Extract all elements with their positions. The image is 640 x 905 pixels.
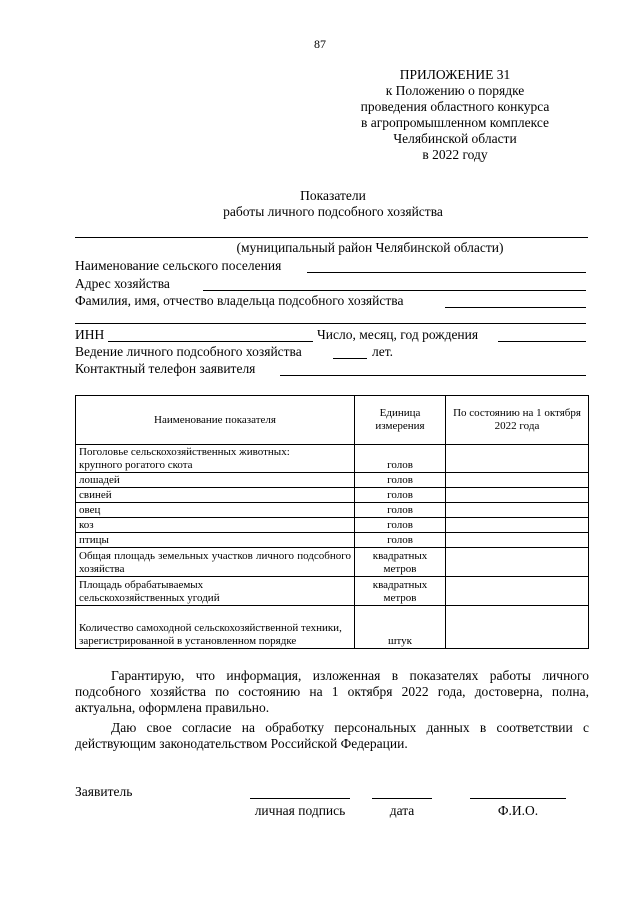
signature-caption: личная подпись: [254, 803, 346, 818]
row-name: лошадей: [76, 473, 355, 488]
row-name-text: Площадь обрабатываемых сельскохозяйственных угодий: [79, 579, 220, 604]
inn-label: ИНН: [75, 327, 105, 342]
table-row: [76, 503, 589, 518]
phone-label: Контактный телефон заявителя: [75, 361, 256, 376]
row-unit: штук: [355, 606, 446, 649]
duration-suffix: лет.: [372, 344, 393, 359]
guarantee-paragraph: Гарантирую, что информация, изложенная в показателях работы личного подсобного хозяйства по состоянию на 1 октября 2022 года, достоверна, полна, актуальна, оформлена правильно.: [75, 668, 589, 715]
row-name: Общая площадь земельных участков личного подсобного хозяйства: [76, 548, 355, 577]
table-row: [76, 518, 589, 533]
district-caption: (муниципальный район Челябинской области): [236, 240, 504, 255]
page-number: 87: [314, 37, 326, 51]
row-unit: голов: [355, 533, 446, 548]
row-unit: квадратных метров: [355, 577, 446, 606]
inn-field[interactable]: [108, 341, 313, 342]
row-unit: голов: [355, 445, 446, 473]
row-name: Количество самоходной сельскохозяйственной техники, зарегистрированной в установленном порядке: [76, 606, 355, 649]
name-line[interactable]: [470, 798, 566, 799]
address-label: Адрес хозяйства: [75, 276, 170, 291]
row-value-input[interactable]: [446, 548, 589, 577]
applicant-label: Заявитель: [75, 784, 133, 799]
duration-label: Ведение личного подсобного хозяйства: [75, 344, 302, 359]
owner-field[interactable]: [445, 307, 586, 308]
row-name: овец: [76, 503, 355, 518]
heading-line-1: Показатели: [300, 188, 366, 203]
indicators-table: [75, 395, 589, 649]
row-unit: квадратных метров: [355, 548, 446, 577]
row-name: птицы: [76, 533, 355, 548]
table-row: [76, 473, 589, 488]
row-name: [76, 577, 355, 606]
row-unit: голов: [355, 473, 446, 488]
date-caption: дата: [389, 803, 415, 818]
district-field[interactable]: [75, 237, 588, 238]
duration-field[interactable]: [333, 358, 367, 359]
owner-label: Фамилия, имя, отчество владельца подсобного хозяйства: [75, 293, 404, 308]
row-unit: голов: [355, 488, 446, 503]
row-value-input[interactable]: [446, 488, 589, 503]
settlement-field[interactable]: [307, 272, 586, 273]
row-subtitle: крупного рогатого скота: [79, 459, 193, 471]
row-name: [76, 445, 355, 473]
appendix-line: Челябинской области: [393, 131, 517, 146]
row-unit: голов: [355, 503, 446, 518]
table-row: [76, 488, 589, 503]
header-indicator: Наименование показателя: [76, 396, 355, 445]
signature-line[interactable]: [250, 798, 350, 799]
phone-field[interactable]: [280, 375, 586, 376]
appendix-line: в агропромышленном комплексе: [360, 115, 550, 130]
owner-field-continued[interactable]: [75, 323, 586, 324]
name-caption: Ф.И.О.: [497, 803, 539, 818]
table-row: [76, 445, 589, 473]
row-value-input[interactable]: [446, 503, 589, 518]
row-unit: голов: [355, 518, 446, 533]
appendix-block: [345, 67, 565, 163]
birth-label: Число, месяц, год рождения: [317, 327, 479, 342]
header-date: По состоянию на 1 октября 2022 года: [446, 396, 589, 445]
table-row: [76, 577, 589, 606]
row-value-input[interactable]: [446, 577, 589, 606]
appendix-title: ПРИЛОЖЕНИЕ 31: [399, 67, 511, 82]
row-value-input[interactable]: [446, 445, 589, 473]
appendix-line: в 2022 году: [422, 147, 488, 162]
header-unit: Единица измерения: [355, 396, 446, 445]
table-header-row: [76, 396, 589, 445]
birth-date-field[interactable]: [498, 341, 586, 342]
table-row: [76, 533, 589, 548]
row-name: коз: [76, 518, 355, 533]
row-value-input[interactable]: [446, 606, 589, 649]
row-value-input[interactable]: [446, 533, 589, 548]
table-row: [76, 606, 589, 649]
date-line[interactable]: [372, 798, 432, 799]
row-value-input[interactable]: [446, 473, 589, 488]
appendix-line: к Положению о порядке: [385, 83, 525, 98]
table-row: [76, 548, 589, 577]
row-name: свиней: [76, 488, 355, 503]
heading-line-2: работы личного подсобного хозяйства: [223, 204, 443, 219]
row-value-input[interactable]: [446, 518, 589, 533]
consent-paragraph: Даю свое согласие на обработку персональных данных в соответствии с действующим законодательством Российской Федерации.: [75, 720, 589, 751]
document-heading: [0, 188, 640, 220]
appendix-line: проведения областного конкурса: [360, 99, 550, 114]
address-field[interactable]: [203, 290, 586, 291]
settlement-label: Наименование сельского поселения: [75, 258, 282, 273]
row-group-title: Поголовье сельскохозяйственных животных:: [79, 446, 290, 458]
